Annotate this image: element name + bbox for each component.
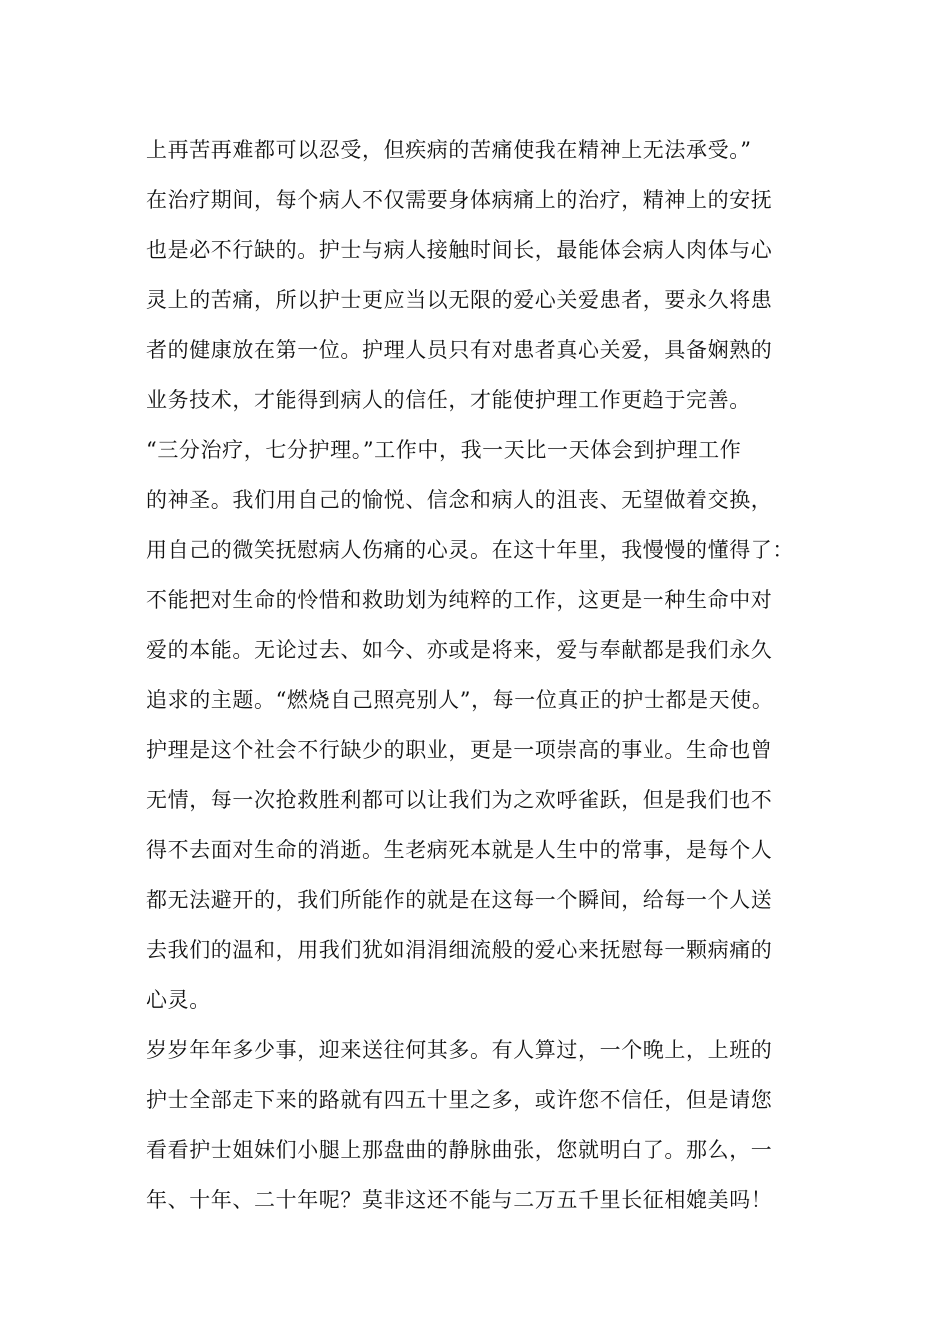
- text-line: 上再苦再难都可以忍受，但疾病的苦痛使我在精神上无法承受。”: [146, 138, 752, 162]
- text-line: “三分治疗，七分护理。”工作中，我一天比一天体会到护理工作: [146, 438, 742, 462]
- text-line: 都无法避开的，我们所能作的就是在这每一个瞬间，给每一个人送: [146, 888, 773, 912]
- text-line: 爱的本能。无论过去、如今、亦或是将来，爱与奉献都是我们永久: [146, 638, 773, 662]
- text-line: 在治疗期间，每个病人不仅需要身体病痛上的治疗，精神上的安抚: [146, 188, 773, 212]
- text-line: 者的健康放在第一位。护理人员只有对患者真心关爱，具备娴熟的: [146, 338, 773, 362]
- text-line: 业务技术，才能得到病人的信任，才能使护理工作更趋于完善。: [146, 388, 751, 412]
- text-line: 追求的主题。“燃烧自己照亮别人”，每一位真正的护士都是天使。: [146, 688, 774, 712]
- text-line: 灵上的苦痛，所以护士更应当以无限的爱心关爱患者，要永久将患: [146, 288, 773, 312]
- text-line: 不能把对生命的怜惜和救助划为纯粹的工作，这更是一种生命中对: [146, 588, 773, 612]
- text-line: 去我们的温和，用我们犹如涓涓细流般的爱心来抚慰每一颗病痛的: [146, 938, 773, 962]
- text-line: 岁岁年年多少事，迎来送往何其多。有人算过，一个晚上，上班的: [146, 1038, 773, 1062]
- text-line: 护士全部走下来的路就有四五十里之多，或许您不信任，但是请您: [146, 1088, 773, 1112]
- text-line: 得不去面对生命的消逝。生老病死本就是人生中的常事，是每个人: [146, 838, 773, 862]
- text-line: 护理是这个社会不行缺少的职业，更是一项崇高的事业。生命也曾: [146, 738, 773, 762]
- text-line: 年、十年、二十年呢？莫非这还不能与二万五千里长征相媲美吗！: [146, 1188, 773, 1212]
- text-line: 无情，每一次抢救胜利都可以让我们为之欢呼雀跃，但是我们也不: [146, 788, 773, 812]
- text-line: 看看护士姐妹们小腿上那盘曲的静脉曲张，您就明白了。那么，一: [146, 1138, 773, 1162]
- text-line: 的神圣。我们用自己的愉悦、信念和病人的沮丧、无望做着交换，: [146, 488, 773, 512]
- text-line: 心灵。: [146, 988, 211, 1012]
- text-line: 用自己的微笑抚慰病人伤痛的心灵。在这十年里，我慢慢的懂得了：: [146, 538, 794, 562]
- text-line: 也是必不行缺的。护士与病人接触时间长，最能体会病人肉体与心: [146, 238, 773, 262]
